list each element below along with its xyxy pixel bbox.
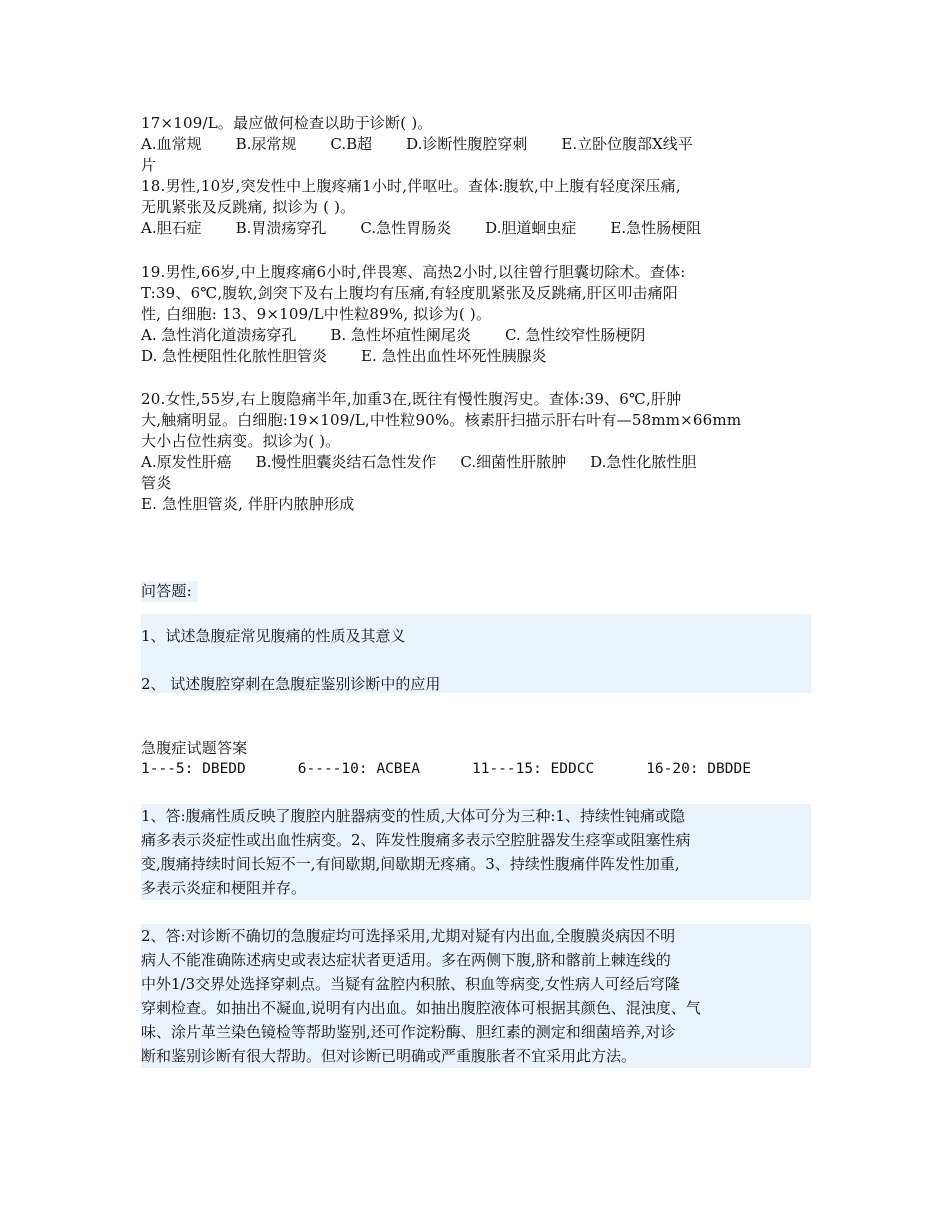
- q17-options: [141, 134, 811, 155]
- q19-options-row-1: [141, 325, 811, 346]
- q17-option-d: D.诊断性腹腔穿刺: [406, 135, 528, 153]
- q17-stem: 17×109/L。最应做何检查以助于诊断( )。: [141, 114, 433, 132]
- qa-list: [141, 614, 811, 693]
- question-17: [141, 113, 811, 176]
- q17-option-c: C.B超: [330, 135, 373, 153]
- q20-option-d: D.急性化脓性胆: [590, 453, 697, 471]
- q19-option-a: A. 急性消化道溃疡穿孔: [141, 326, 297, 344]
- q19-option-e: E. 急性出血性坏死性胰腺炎: [361, 347, 547, 365]
- q20-line-2: 大,触痛明显。白细胞:19×109/L,中性粒90%。核素肝扫描示肝右叶有—58mm×66mm: [141, 411, 742, 429]
- question-18: [141, 176, 811, 239]
- answer-2: [141, 924, 811, 1068]
- q20-option-a: A.原发性肝癌: [141, 453, 232, 471]
- answer-1-line-2: 痛多表示炎症性或出血性病变。2、阵发性腹痛多表示空腔脏器发生痉挛或阻塞性病: [141, 831, 691, 849]
- q19-option-d: D. 急性梗阻性化脓性胆管炎: [141, 347, 328, 365]
- answers-title: 急腹症试题答案: [141, 739, 248, 757]
- q20-option-d-wrap: 管炎: [141, 474, 172, 492]
- q17-option-e: E.立卧位腹部X线平: [561, 135, 693, 153]
- q19-option-c: C. 急性绞窄性肠梗阴: [504, 326, 646, 344]
- answer-key-11-15: 11---15: EDDCC: [471, 761, 595, 777]
- q18-option-e: E.急性肠梗阻: [610, 219, 702, 237]
- q18-option-b: B.胃溃疡穿孔: [235, 219, 327, 237]
- q18-option-a: A.胆石症: [141, 219, 202, 237]
- question-19: [141, 262, 811, 367]
- answer-2-line-3: 中外1/3交界处选择穿刺点。当疑有盆腔内积脓、积血等病变,女性病人可经后穹隆: [141, 975, 680, 993]
- answer-key-16-20: 16-20: DBDDE: [646, 761, 751, 777]
- answer-2-line-4: 穿刺检查。如抽出不凝血,说明有内出血。如抽出腹腔液体可根据其颜色、混浊度、气: [141, 999, 701, 1017]
- q17-option-b: B.尿常规: [235, 135, 297, 153]
- q17-option-a: A.血常规: [141, 135, 202, 153]
- qa-heading: 问答题:: [141, 581, 198, 602]
- q18-line-2: 无肌紧张及反跳痛, 拟诊为 ( )。: [141, 198, 356, 216]
- answer-2-line-6: 断和鉴别诊断有很大帮助。但对诊断已明确或严重腹胀者不宜采用此方法。: [141, 1047, 637, 1065]
- qa-heading-block: [141, 581, 811, 602]
- q18-option-c: C.急性胃肠炎: [360, 219, 452, 237]
- q20-option-b: B.慢性胆囊炎结石急性发作: [255, 453, 437, 471]
- answer-key-6-10: 6----10: ACBEA: [297, 761, 420, 777]
- q20-line-1: 20.女性,55岁,右上腹隐痛半年,加重3在,既往有慢性腹泻史。查体:39、6℃,肝肿: [141, 390, 682, 408]
- answer-key-row: [141, 759, 811, 779]
- answer-1-line-1: 1、答:腹痛性质反映了腹腔内脏器病变的性质,大体可分为三种:1、持续性钝痛或隐: [141, 807, 685, 825]
- q18-line-1: 18.男性,10岁,突发性中上腹疼痛1小时,伴呕吐。查体:腹软,中上腹有轻度深压痛,: [141, 177, 681, 195]
- q20-options: [141, 452, 811, 473]
- answer-key-1-5: 1---5: DBEDD: [141, 761, 246, 777]
- answer-2-line-2: 病人不能准确陈述病史或表达症状者更适用。多在两侧下腹,脐和髂前上棘连线的: [141, 951, 671, 969]
- q18-options: [141, 218, 811, 239]
- q17-option-e-wrap: 片: [141, 156, 157, 174]
- q20-option-c: C.细菌性肝脓肿: [460, 453, 567, 471]
- question-20: [141, 389, 811, 515]
- q19-line-2: T:39、6℃,腹软,剑突下及右上腹均有压痛,有轻度肌紧张及反跳痛,肝区叩击痛阳: [141, 284, 679, 302]
- q19-option-b: B. 急性坏疽性阑尾炎: [330, 326, 471, 344]
- answer-1-line-3: 变,腹痛持续时间长短不一,有间歇期,间歇期无疼痛。3、持续性腹痛伴阵发性加重,: [141, 855, 680, 873]
- q19-line-1: 19.男性,66岁,中上腹疼痛6小时,伴畏寒、高热2小时,以往曾行胆囊切除术。查体:: [141, 263, 686, 281]
- q20-option-e: E. 急性胆管炎, 伴肝内脓肿形成: [141, 495, 355, 513]
- q20-line-3: 大小占位性病变。拟诊为( )。: [141, 432, 341, 450]
- answer-2-line-5: 味、涂片革兰染色镜检等帮助鉴别,还可作淀粉酶、胆红素的测定和细菌培养,对诊: [141, 1023, 676, 1041]
- answer-2-line-1: 2、答:对诊断不确切的急腹症均可选择采用,尤期对疑有内出血,全腹膜炎病因不明: [141, 927, 676, 945]
- answer-1: [141, 804, 811, 900]
- q19-options-row-2: [141, 346, 811, 367]
- qa-item-1: 1、试述急腹症常见腹痛的性质及其意义: [141, 627, 406, 645]
- q19-line-3: 性, 白细胞: 13、9×109/L中性粒89%, 拟诊为( )。: [141, 305, 492, 323]
- answer-1-line-4: 多表示炎症和梗阻并存。: [141, 879, 307, 897]
- qa-item-2: 2、 试述腹腔穿刺在急腹症鉴别诊断中的应用: [141, 675, 441, 693]
- answer-key-section: [141, 738, 811, 779]
- q18-option-d: D.胆道蛔虫症: [485, 219, 577, 237]
